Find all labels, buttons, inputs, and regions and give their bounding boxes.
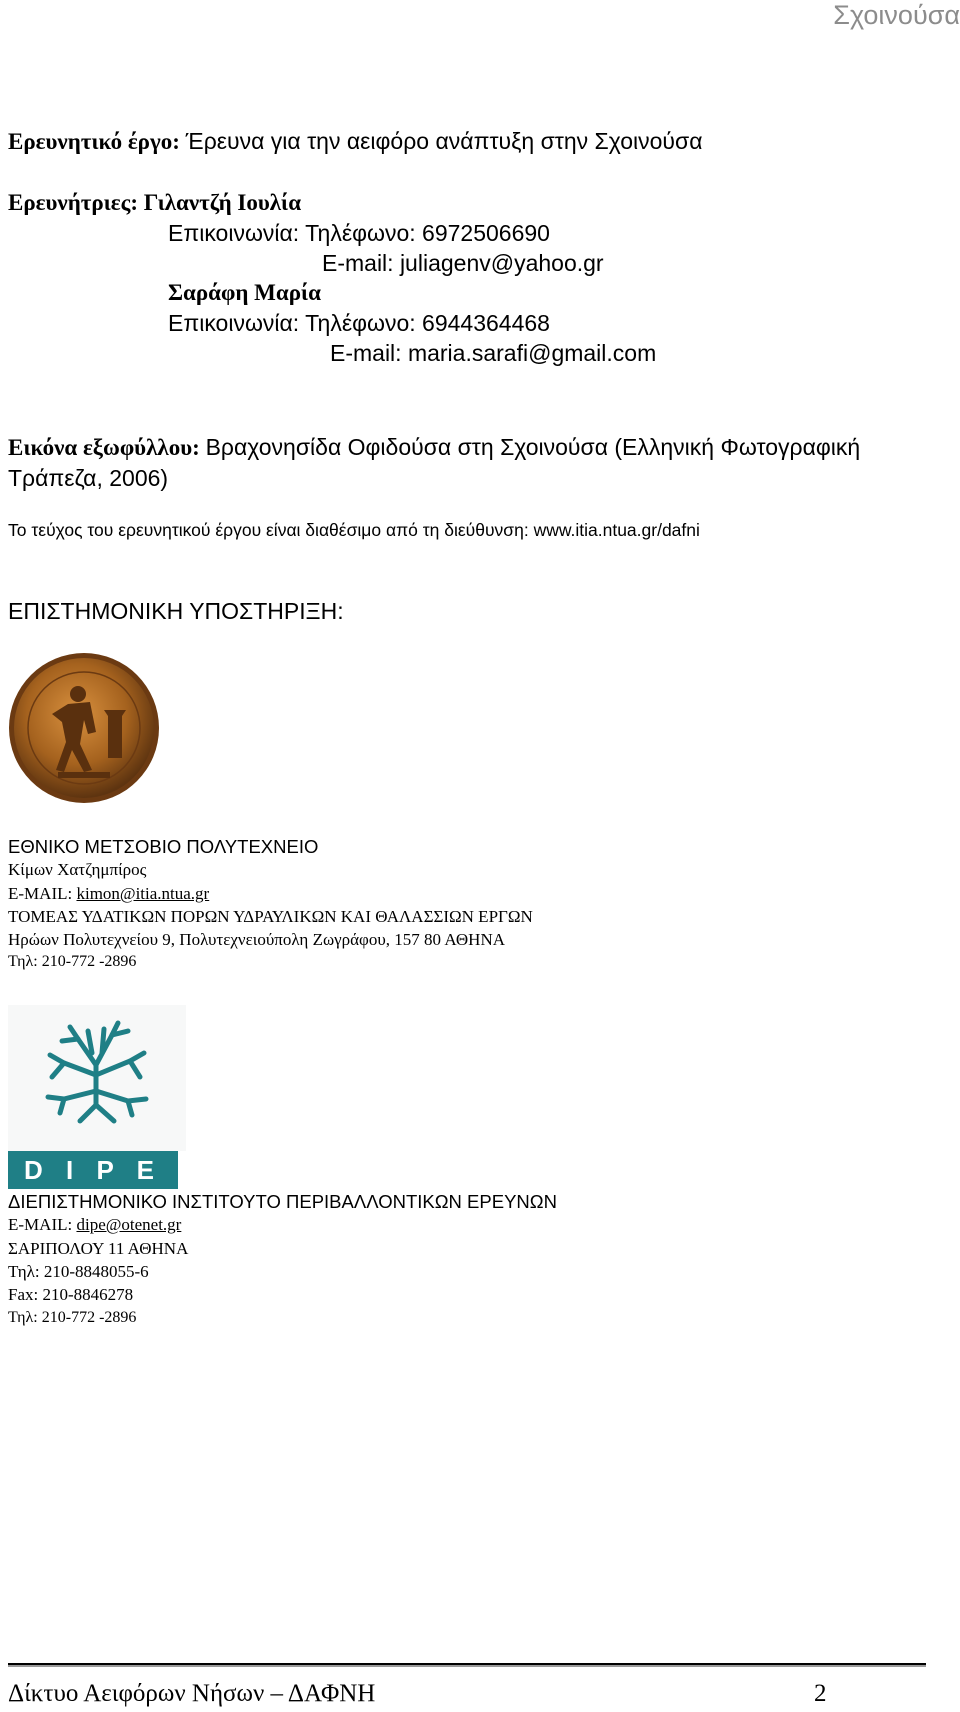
dipe-phone: Τηλ: 210-8848055-6: [8, 1262, 149, 1281]
dipe-phone-2: Τηλ: 210-772 -2896: [8, 1309, 137, 1326]
page-number: 2: [814, 1680, 827, 1707]
footer-rule: [8, 1663, 926, 1665]
project-value: Έρευνα για την αειφόρο ανάπτυξη στην Σχοινούσα: [185, 128, 703, 154]
researcher-1-email: E-mail: juliagenv@yahoo.gr: [322, 250, 604, 276]
researcher-2-name: Σαράφη Μαρία: [168, 280, 322, 305]
cover-line-1: [8, 432, 860, 463]
researcher-1-name: Γιλαντζή Ιουλία: [143, 190, 302, 215]
researcher-2-phone: Επικοινωνία: Τηλέφωνο: 6944364468: [168, 310, 550, 336]
ntua-email-link[interactable]: kimon@itia.ntua.gr: [76, 884, 210, 903]
project-line: [8, 126, 703, 157]
dipe-email-label: E-MAIL:: [8, 1215, 77, 1234]
ntua-name: ΕΘΝΙΚΟ ΜΕΤΣΟΒΙΟ ΠΟΛΥΤΕΧΝΕΙΟ: [8, 836, 319, 857]
dipe-email-line: [8, 1215, 181, 1235]
footer-title: Δίκτυο Αειφόρων Νήσων – ΔΑΦΝΗ: [8, 1680, 376, 1707]
cover-label: Εικόνα εξωφύλλου:: [8, 435, 200, 460]
cover-text-1: Βραχονησίδα Οφιδούσα στη Σχοινούσα (Ελληνική Φωτογραφική: [205, 434, 861, 460]
ntua-phone: Τηλ: 210-772 -2896: [8, 953, 137, 970]
ntua-address: Ηρώων Πολυτεχνείου 9, Πολυτεχνειούπολη Ζωγράφου, 157 80 ΑΘΗΝΑ: [8, 930, 506, 949]
ntua-department: ΤΟΜΕΑΣ ΥΔΑΤΙΚΩΝ ΠΟΡΩΝ ΥΔΡΑΥΛΙΚΩΝ ΚΑΙ ΘΑΛΑΣΣΙΩΝ ΕΡΓΩΝ: [8, 907, 533, 926]
researchers-label: Ερευνήτριες:: [8, 190, 138, 215]
researcher-2-email: E-mail: maria.sarafi@gmail.com: [330, 340, 657, 366]
availability-text: Το τεύχος του ερευνητικού έργου είναι διαθέσιμο από τη διεύθυνση: www.itia.ntua.gr/dafni: [8, 520, 700, 540]
ntua-email-line: [8, 884, 209, 904]
dipe-fax: Fax: 210-8846278: [8, 1285, 134, 1304]
dipe-logo-text: D I P E: [24, 1155, 162, 1185]
researcher-1-phone: Επικοινωνία: Τηλέφωνο: 6972506690: [168, 220, 550, 246]
dipe-address: ΣΑΡΙΠΟΛΟΥ 11 ΑΘΗΝΑ: [8, 1239, 189, 1258]
running-header: Σχοινούσα: [833, 0, 960, 30]
researchers-line: [8, 188, 301, 218]
ntua-email-label: E-MAIL:: [8, 884, 77, 903]
dipe-email-link[interactable]: dipe@otenet.gr: [76, 1215, 182, 1234]
project-label: Ερευνητικό έργο:: [8, 129, 180, 154]
support-heading: ΕΠΙΣΤΗΜΟΝΙΚΗ ΥΠΟΣΤΗΡΙΞΗ:: [8, 598, 344, 624]
dipe-name: ΔΙΕΠΙΣΤΗΜΟΝΙΚΟ ΙΝΣΤΙΤΟΥΤΟ ΠΕΡΙΒΑΛΛΟΝΤΙΚΩΝ ΕΡΕΥΝΩΝ: [8, 1191, 557, 1212]
cover-text-2: Τράπεζα, 2006): [8, 465, 169, 491]
ntua-medal-logo: [8, 652, 160, 804]
ntua-person: Κίμων Χατζημπίρος: [8, 860, 147, 879]
